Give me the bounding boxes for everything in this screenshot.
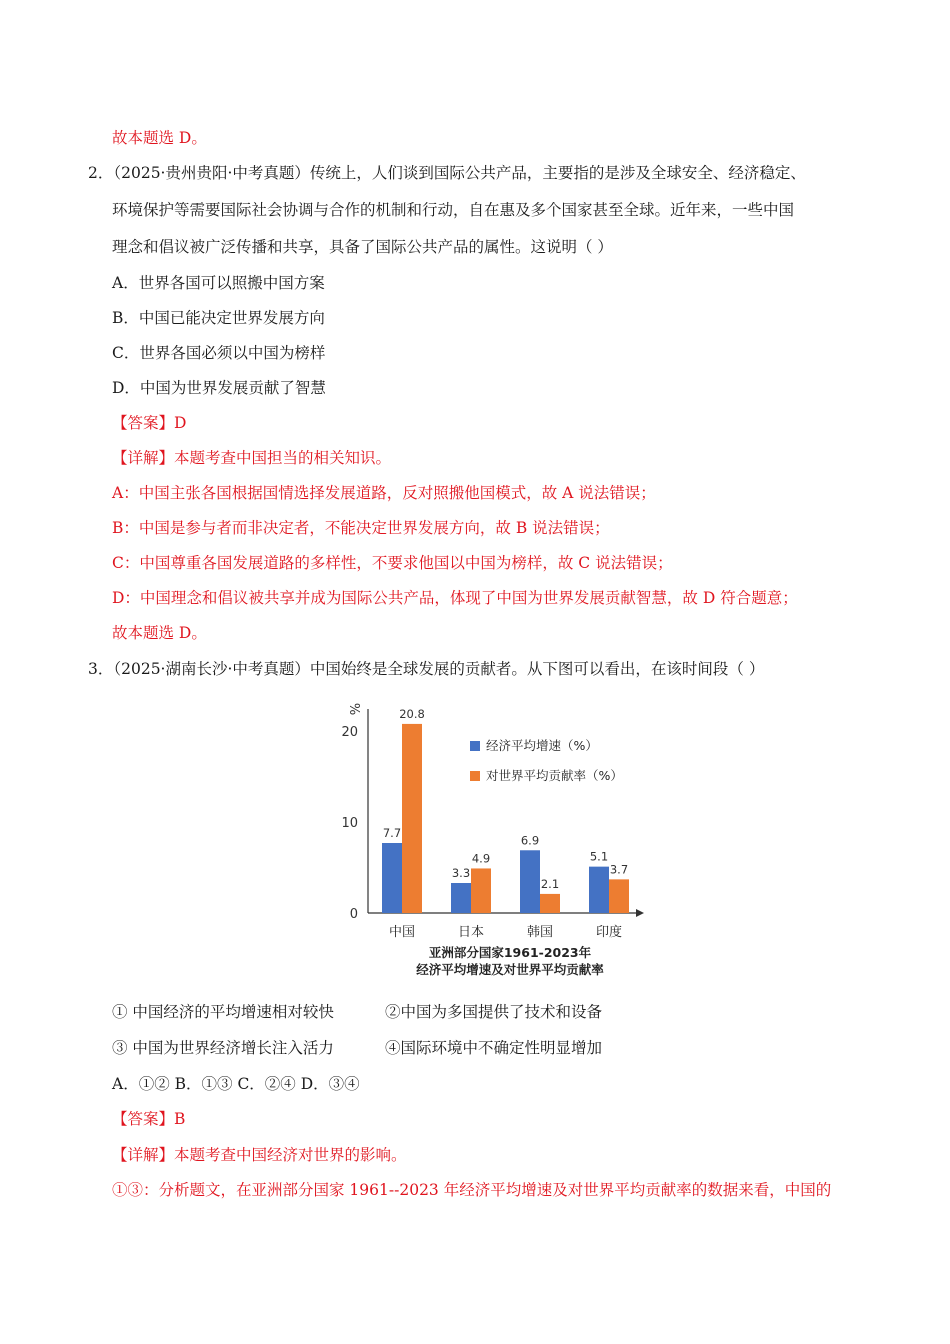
q2-explain-c: C：中国尊重各国发展道路的多样性，不要求他国以中国为榜样，故 C 说法错误； (112, 554, 673, 572)
x-tick-label: 印度 (595, 925, 623, 940)
bar-韩国-series-2 (540, 894, 560, 913)
q2-conclusion: 故本题选 D。 (112, 624, 207, 642)
q2-explain-b: B：中国是参与者而非决定者，不能决定世界发展方向，故 B 说法错误； (112, 519, 610, 537)
y-tick-label: 10 (341, 816, 358, 832)
legend-swatch (470, 771, 480, 781)
q3-explain-13: ①③：分析题文，在亚洲部分国家 1961--2023 年经济平均增速及对世界平均贡献率的数据来看，中国的 (112, 1181, 832, 1199)
y-tick-label: 20 (341, 725, 358, 741)
y-axis-unit-label: % (346, 702, 361, 716)
q2-answer: 【答案】D (112, 414, 187, 432)
chart-svg (330, 695, 660, 985)
q3-option-4: ④国际环境中不确定性明显增加 (385, 1039, 603, 1057)
chart-title-line-1: 亚洲部分国家1961-2023年 (428, 945, 592, 960)
bar-value-label: 4.9 (471, 851, 491, 866)
legend-label: 对世界平均贡献率（%） (486, 768, 623, 783)
bar-中国-series-2 (402, 724, 422, 913)
bar-印度-series-2 (609, 879, 629, 913)
q2-explain-d: D：中国理念和倡议被共享并成为国际公共产品，体现了中国为世界发展贡献智慧，故 D 符合题意； (112, 589, 798, 607)
q2-option-a: A．世界各国可以照搬中国方案 (112, 274, 325, 292)
q2-explain-a: A：中国主张各国根据国情选择发展道路，反对照搬他国模式，故 A 说法错误； (112, 484, 656, 502)
q3-answer: 【答案】B (112, 1110, 186, 1128)
q2-option-b: B．中国已能决定世界发展方向 (112, 309, 325, 327)
chart-title-line-2: 经济平均增速及对世界平均贡献率 (416, 962, 604, 977)
x-tick-label: 韩国 (526, 925, 554, 940)
bar-日本-series-1 (451, 883, 471, 913)
bar-value-label: 2.1 (540, 876, 560, 891)
q3-detail: 【详解】本题考查中国经济对世界的影响。 (112, 1146, 407, 1164)
y-tick-label: 0 (349, 907, 358, 922)
q3-option-1: ① 中国经济的平均增速相对较快 (112, 1003, 334, 1021)
growth-contribution-chart (330, 695, 660, 985)
bar-韩国-series-1 (520, 850, 540, 913)
q2-stem-line-2: 环境保护等需要国际社会协调与合作的机制和行动，自在惠及多个国家甚至全球。近年来，一些中国 (112, 201, 795, 219)
q2-detail: 【详解】本题考查中国担当的相关知识。 (112, 449, 392, 467)
x-axis-arrow (636, 909, 644, 917)
q3-option-3: ③ 中国为世界经济增长注入活力 (112, 1039, 334, 1057)
bar-日本-series-2 (471, 868, 491, 913)
q3-stem-line-1: 3．（2025·湖南长沙·中考真题）中国始终是全球发展的贡献者。从下图可以看出，在该时间段（ ） (88, 660, 765, 678)
bar-中国-series-1 (382, 843, 402, 913)
legend-label: 经济平均增速（%） (486, 738, 598, 753)
bar-value-label: 3.7 (609, 862, 629, 877)
bar-value-label: 20.8 (399, 706, 425, 721)
q2-option-d: D．中国为世界发展贡献了智慧 (112, 379, 326, 397)
bar-value-label: 5.1 (589, 849, 609, 864)
bar-印度-series-1 (589, 867, 609, 913)
q3-option-2: ②中国为多国提供了技术和设备 (385, 1003, 603, 1021)
bar-value-label: 6.9 (520, 833, 540, 848)
x-tick-label: 日本 (457, 925, 485, 940)
q2-stem-line-1: 2．（2025·贵州贵阳·中考真题）传统上，人们谈到国际公共产品，主要指的是涉及全球安全、经济稳定、 (88, 164, 806, 182)
q2-stem-line-3: 理念和倡议被广泛传播和共享，具备了国际公共产品的属性。这说明（ ） (112, 238, 613, 256)
prev-conclusion: 故本题选 D。 (112, 129, 207, 147)
bar-value-label: 7.7 (382, 826, 402, 840)
x-tick-label: 中国 (388, 925, 416, 940)
q3-choices: A．①② B．①③ C．②④ D．③④ (112, 1075, 360, 1093)
q2-option-c: C．世界各国必须以中国为榜样 (112, 344, 326, 362)
legend-swatch (470, 741, 480, 751)
bar-value-label: 3.3 (451, 866, 471, 880)
